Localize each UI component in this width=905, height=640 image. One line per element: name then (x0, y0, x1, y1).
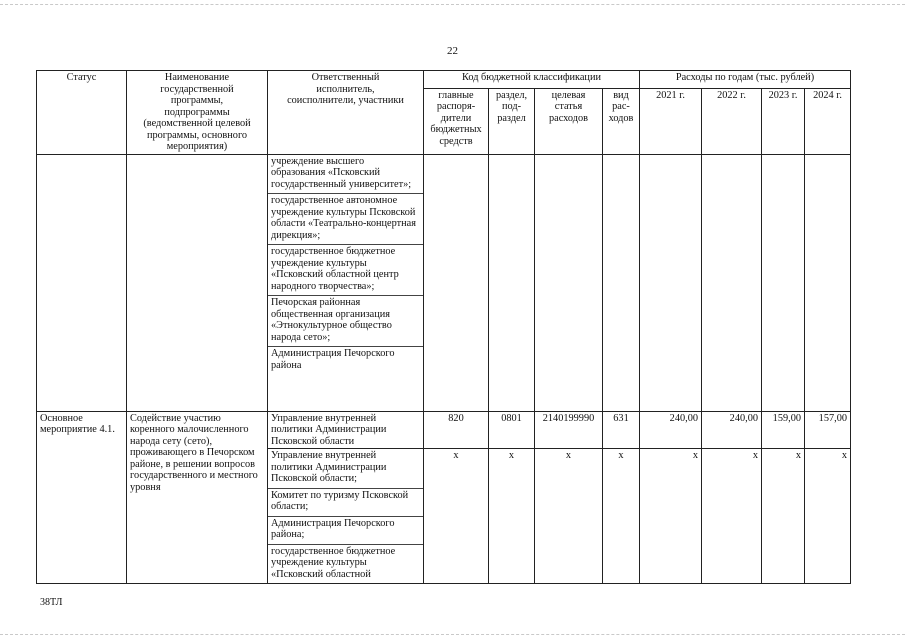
participant-item: государственное автономное учреждение культуры Псковской области «Театрально-концертная дирекция»; (268, 194, 423, 245)
scan-top-edge (0, 4, 905, 5)
participant-item: Управление внутренней политики Администрации Псковской области; (268, 449, 423, 489)
col-name-header: Наименование государственной программы, подпрограммы (ведомственной целевой программы, основного мероприятия) (127, 71, 268, 155)
measure-csr: 2140199990 (535, 411, 603, 449)
participant-item: государственное бюджетное учреждение культуры «Псковский областной (271, 545, 396, 580)
col-responsible-header: Ответственный исполнитель, соисполнители, участники (268, 71, 424, 155)
col-csr-header: целевая статья расходов (535, 88, 603, 154)
measure-value-2022: 240,00 (702, 411, 762, 449)
expenses-group-header: Расходы по годам (тыс. рублей) (640, 71, 851, 89)
measure-responsible: Управление внутренней политики Администрации Псковской области (268, 411, 424, 449)
scan-bottom-edge (0, 634, 905, 635)
measure-rz: 0801 (489, 411, 535, 449)
budget-code-group-header: Код бюджетной классификации (424, 71, 640, 89)
col-status-header: Статус (37, 71, 127, 155)
measure-grbs: 820 (424, 411, 489, 449)
col-year-2024-header: 2024 г. (805, 88, 851, 154)
col-rz-header: раздел, под- раздел (489, 88, 535, 154)
col-year-2021-header: 2021 г. (640, 88, 702, 154)
participants-value-2022: х (702, 449, 762, 584)
footer-code: 38ТЛ (40, 597, 63, 608)
participants-value-2021: х (640, 449, 702, 584)
col-year-2023-header: 2023 г. (762, 88, 805, 154)
participant-item: государственное бюджетное учреждение культуры «Псковский областной центр народного творчества»; (268, 245, 423, 296)
col-year-2022-header: 2022 г. (702, 88, 762, 154)
col-vr-header: вид рас- ходов (603, 88, 640, 154)
participants-grbs: х (424, 449, 489, 584)
budget-table (36, 70, 851, 584)
participant-item: Печорская районная общественная организация «Этнокультурное общество народа сето»; (268, 296, 423, 347)
measure-status: Основное мероприятие 4.1. (37, 411, 127, 584)
page-number: 22 (447, 45, 458, 57)
header-row-1 (37, 71, 851, 89)
measure-value-2023: 159,00 (762, 411, 805, 449)
measure-participants-cell (268, 449, 424, 584)
participants-value-2023: х (762, 449, 805, 584)
measure-name: Содействие участию коренного малочисленного народа сету (сето), проживающего в Печорском районе, в решении вопросов государственного и местного уровня (127, 411, 268, 584)
participants-vr: х (603, 449, 640, 584)
participants-value-2024: х (805, 449, 851, 584)
participant-item: Администрация Печорского района; (268, 517, 423, 545)
continuation-name-cell (127, 154, 268, 411)
participant-item: Комитет по туризму Псковской области; (268, 489, 423, 517)
continuation-participants-cell (268, 154, 424, 411)
participants-csr: х (535, 449, 603, 584)
measure-row-primary (37, 411, 851, 449)
continuation-status-cell (37, 154, 127, 411)
measure-value-2021: 240,00 (640, 411, 702, 449)
participant-item: учреждение высшего образования «Псковский государственный университет»; (268, 155, 423, 195)
participants-rz: х (489, 449, 535, 584)
participant-item: Администрация Печорского района (271, 348, 395, 371)
col-grbs-header: главные распоря- дители бюджетных средств (424, 88, 489, 154)
continuation-row (37, 154, 851, 411)
measure-vr: 631 (603, 411, 640, 449)
measure-value-2024: 157,00 (805, 411, 851, 449)
